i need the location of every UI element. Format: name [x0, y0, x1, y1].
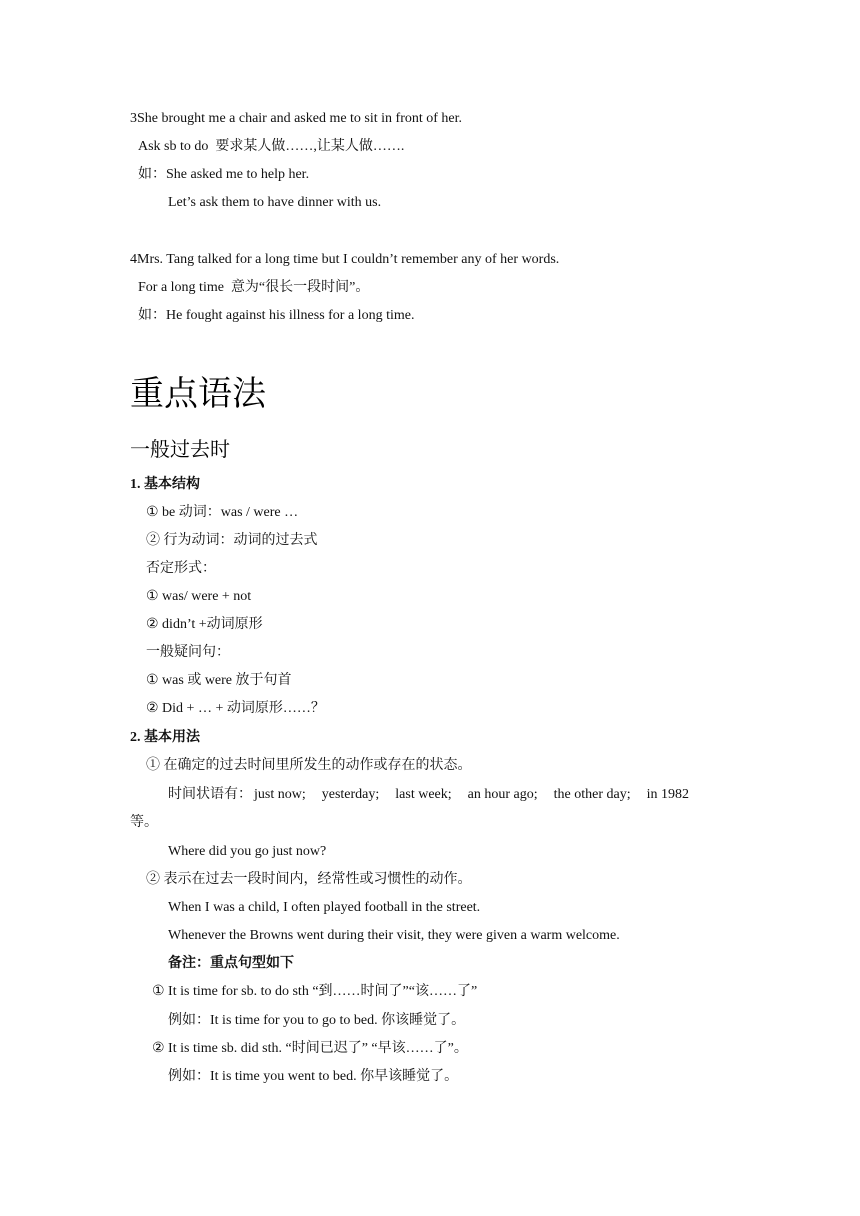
- question-label: 一般疑问句：: [146, 645, 230, 660]
- usage-2-example-1: When I was a child, I often played football in the street.: [168, 900, 481, 915]
- usage-heading: 2. 基本用法: [130, 730, 200, 745]
- time-word: the other day;: [553, 787, 631, 802]
- phrase-line-3: [138, 138, 404, 156]
- example-text: She asked me to help her.: [166, 167, 310, 182]
- time-words-label: 时间状语有：: [168, 787, 252, 802]
- pattern-1: ① It is time for sb. to do sth “到……时间了”“该……了”: [152, 984, 478, 999]
- time-word: in 1982: [646, 787, 689, 802]
- pattern-2: ② It is time sb. did sth. “时间已迟了” “早该……了”。: [152, 1041, 468, 1056]
- sentence-4: 4Mrs. Tang talked for a long time but I couldn’t remember any of her words.: [130, 252, 560, 267]
- question-item: ① was 或 were 放于句首: [146, 673, 292, 688]
- example-line-3b: Let’s ask them to have dinner with us.: [168, 195, 382, 210]
- question-item: ② Did + … + 动词原形……？: [146, 701, 325, 716]
- phrase-meaning-3: 要求某人做……,让某人做…….: [215, 139, 405, 154]
- example-label: 如：: [138, 167, 166, 182]
- negative-item: ① was/ were + not: [146, 589, 252, 604]
- time-words-line: [168, 786, 689, 804]
- time-word: just now;: [254, 787, 306, 802]
- structure-item: ① be 动词：was / were …: [146, 505, 299, 520]
- negative-label: 否定形式：: [146, 561, 216, 576]
- grammar-subtitle: 一般过去时: [130, 437, 230, 461]
- time-word: yesterday;: [321, 787, 380, 802]
- usage-2-example-2: Whenever the Browns went during their visit, they were given a warm welcome.: [168, 928, 620, 943]
- phrase-for-a-long-time: For a long time: [138, 280, 224, 295]
- example-line-4a: [138, 307, 414, 325]
- phrase-line-4: [138, 279, 369, 297]
- phrase-ask-sb-to-do: Ask sb to do: [138, 139, 209, 154]
- usage-1: ① 在确定的过去时间里所发生的动作或存在的状态。: [146, 758, 472, 773]
- time-word: last week;: [395, 787, 452, 802]
- structure-item: ② 行为动词：动词的过去式: [146, 533, 318, 548]
- grammar-title: 重点语法: [130, 374, 266, 414]
- note-heading: 备注：重点句型如下: [168, 956, 294, 971]
- sentence-3: 3She brought me a chair and asked me to sit in front of her.: [130, 111, 463, 126]
- usage-1-example: Where did you go just now?: [168, 844, 327, 859]
- time-words-tail: 等。: [130, 815, 158, 830]
- pattern-1-example: 例如：It is time for you to go to bed. 你该睡觉了。: [168, 1013, 466, 1028]
- structure-heading: 1. 基本结构: [130, 477, 200, 492]
- time-word: an hour ago;: [467, 787, 538, 802]
- example-line-3a: [138, 166, 309, 184]
- pattern-2-example: 例如：It is time you went to bed. 你早该睡觉了。: [168, 1069, 459, 1084]
- phrase-meaning-4: 意为“很长一段时间”。: [230, 280, 370, 295]
- negative-item: ② didn’t +动词原形: [146, 617, 263, 632]
- example-text: He fought against his illness for a long time.: [166, 308, 415, 323]
- example-label: 如：: [138, 308, 166, 323]
- usage-2: ② 表示在过去一段时间内，经常性或习惯性的动作。: [146, 872, 472, 887]
